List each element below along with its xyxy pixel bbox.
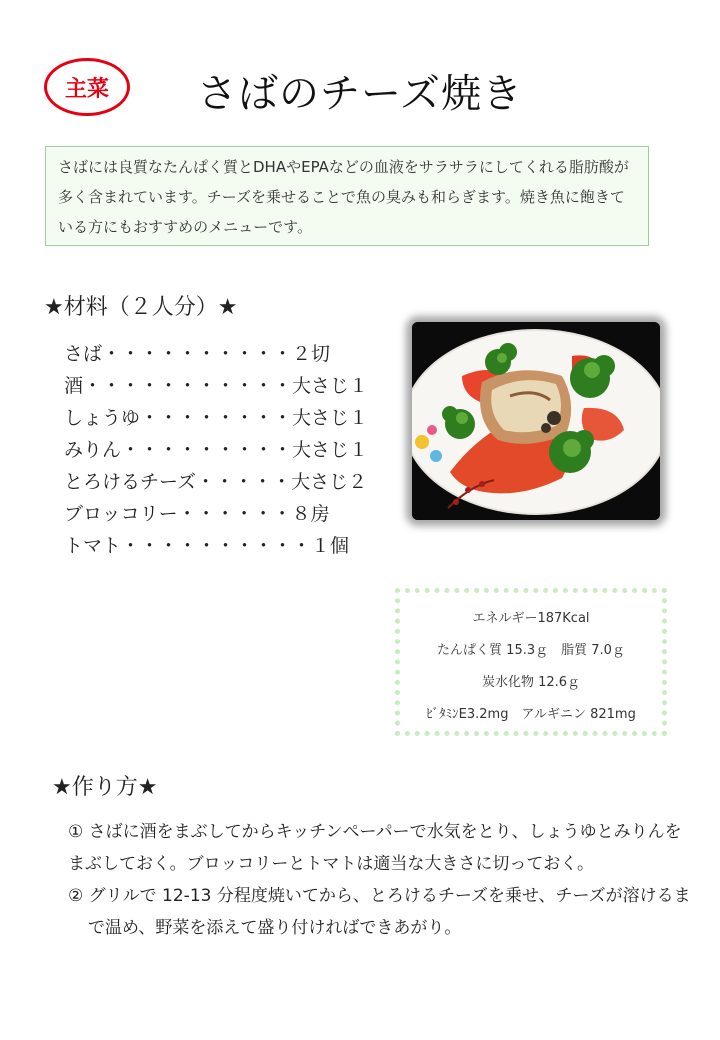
nutrition-line: ﾋﾞﾀﾐﾝE3.2mg アルギニン 821mg bbox=[426, 707, 636, 722]
main-dish-badge: 主菜 bbox=[44, 58, 130, 116]
ingredient-dots: ・・・・・・・・・・ bbox=[102, 343, 293, 365]
ingredient-item bbox=[64, 434, 368, 466]
method-steps bbox=[68, 816, 698, 944]
method-heading: ★作り方★ bbox=[52, 775, 158, 800]
method-step: ① さばに酒をまぶしてからキッチンペーパーで水気をとり、しょうゆとみりんをまぶしておく。ブロッコリーとトマトは適当な大きさに切っておく。 bbox=[68, 822, 682, 874]
page-title: さばのチーズ焼き bbox=[197, 71, 523, 117]
ingredient-dots: ・・・・・ bbox=[196, 471, 292, 493]
ingredient-item bbox=[64, 530, 368, 562]
ingredient-amount: 大さじ１ bbox=[292, 375, 369, 397]
ingredient-dots: ・・・・・・・・・ bbox=[121, 439, 293, 461]
ingredient-amount: 大さじ１ bbox=[292, 407, 369, 429]
method-step: ② グリルで 12-13 分程度焼いてから、とろけるチーズを乗せ、チーズが溶けるまで温め、野菜を添えて盛り付ければできあがり。 bbox=[68, 886, 691, 938]
ingredient-amount: ２切 bbox=[292, 343, 331, 365]
ingredient-amount: 大さじ１ bbox=[292, 439, 369, 461]
ingredient-name: とろけるチーズ bbox=[64, 471, 197, 493]
intro-text: さばには良質なたんぱく質とDHAやEPAなどの血液をサラサラにしてくれる脂肪酸が多く含まれています。チーズを乗せることで魚の臭みも和らぎます。焼き魚に飽きている方にもおすすめのメニューです。 bbox=[45, 146, 649, 246]
ingredient-amount: ８房 bbox=[291, 503, 330, 525]
ingredient-amount: １個 bbox=[311, 535, 350, 557]
ingredient-item bbox=[64, 338, 368, 370]
nutrition-line: エネルギー187Kcal bbox=[472, 611, 590, 626]
ingredient-name: しょうゆ bbox=[64, 407, 141, 429]
dish-photo-illustration bbox=[412, 322, 660, 520]
ingredient-name: ブロッコリー bbox=[64, 503, 178, 525]
nutrition-line: たんぱく質 15.3ｇ 脂質 7.0ｇ bbox=[437, 643, 625, 658]
ingredient-item bbox=[64, 498, 368, 530]
ingredients-list bbox=[64, 338, 368, 562]
ingredient-item bbox=[64, 370, 368, 402]
ingredient-name: さば bbox=[64, 343, 103, 365]
nutrition-line: 炭水化物 12.6ｇ bbox=[481, 675, 581, 690]
ingredient-name: トマト bbox=[64, 535, 122, 557]
ingredients-heading: ★材料（２人分）★ bbox=[44, 295, 238, 320]
ingredient-dots: ・・・・・・・・・・・ bbox=[83, 375, 293, 397]
ingredient-dots: ・・・・・・・・・・ bbox=[121, 535, 312, 557]
ingredient-item bbox=[64, 466, 368, 498]
ingredient-name: 酒 bbox=[64, 375, 84, 397]
ingredient-dots: ・・・・・・ bbox=[177, 503, 292, 525]
ingredient-name: みりん bbox=[64, 439, 122, 461]
nutrition-box bbox=[395, 588, 667, 736]
ingredient-dots: ・・・・・・・・ bbox=[140, 407, 293, 429]
ingredient-amount: 大さじ２ bbox=[291, 471, 368, 493]
ingredient-item bbox=[64, 402, 368, 434]
dish-photo bbox=[412, 322, 660, 520]
